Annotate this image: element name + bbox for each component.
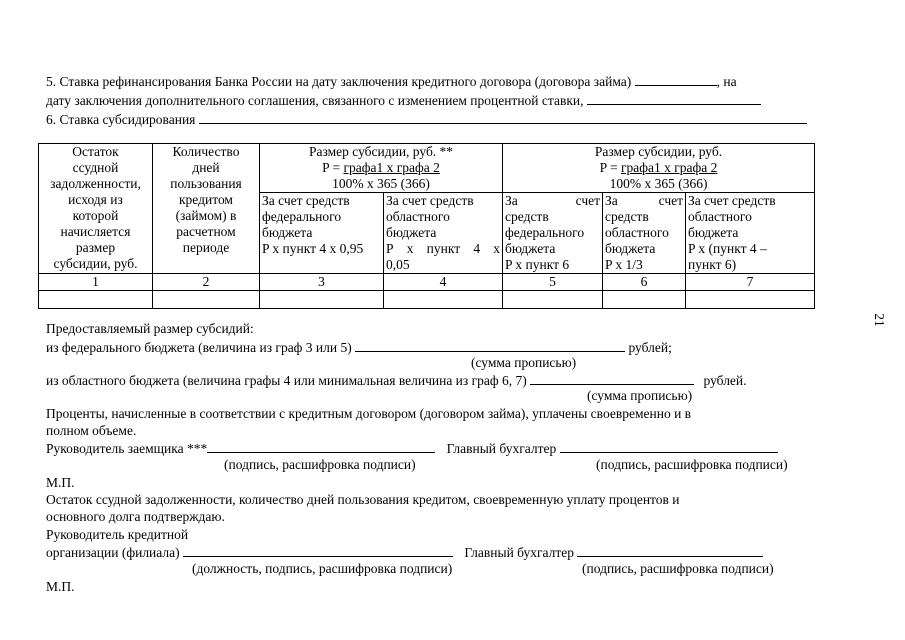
header-days-count: Количество дней пользования кредитом (займом) в расчетном периоде (153, 144, 260, 274)
stamp-place-2: М.П. (46, 579, 75, 594)
table-data-row (39, 291, 815, 309)
supplementary-agreement-line (46, 92, 761, 109)
interest-paid-line-1: Проценты, начисленные в соответствии с кредитным договором (договором займа), уплачены своевременно и в (46, 406, 692, 421)
header-col5: За счет средств федерального бюджета P x пункт 6 (503, 193, 603, 274)
header-col7: За счет средств областного бюджета P x (пункт 4 – пункт 6) (686, 193, 815, 274)
signature-caption-2: (подпись, расшифровка подписи) (596, 457, 788, 472)
col-number: 5 (503, 274, 603, 291)
credit-org-head-line-1: Руководитель кредитной (46, 527, 189, 542)
credit-org-signature-line (46, 544, 763, 561)
data-cell-1[interactable] (39, 291, 153, 309)
header-col3: За счет средств федерального бюджета P x пункт 4 x 0,95 (260, 193, 384, 274)
borrower-signature-line (46, 440, 778, 457)
col-number: 6 (603, 274, 686, 291)
col-number: 4 (384, 274, 503, 291)
signature-caption-3: (подпись, расшифровка подписи) (582, 561, 774, 576)
chief-accountant-signature-blank-1[interactable] (560, 440, 778, 453)
column-number-row (39, 274, 815, 291)
header-col4: За счет средств областного бюджета P x пункт 4 x 0,05 (384, 193, 503, 274)
col-number: 7 (686, 274, 815, 291)
supplementary-agreement-text: дату заключения дополнительного соглашения, связанного с изменением процентной ставки, (46, 93, 584, 108)
borrower-signature-blank[interactable] (207, 440, 435, 453)
data-cell-5[interactable] (503, 291, 603, 309)
col-number: 1 (39, 274, 153, 291)
header-subsidy-regional-group (503, 144, 815, 193)
stamp-place-1: М.П. (46, 475, 75, 490)
subsidy-rate-line (46, 111, 807, 128)
refinancing-rate-suffix: , на (716, 74, 737, 89)
page-number: 21 (871, 313, 887, 327)
group-fed-title: Размер субсидии, руб. ** (308, 144, 454, 159)
data-cell-2[interactable] (153, 291, 260, 309)
subsidy-table (38, 143, 815, 309)
interest-paid-line-2: полном объеме. (46, 423, 137, 438)
regional-rubles-label: рублей. (703, 373, 747, 388)
federal-budget-line (46, 339, 672, 356)
data-cell-4[interactable] (384, 291, 503, 309)
federal-rubles-label: рублей; (628, 340, 672, 355)
credit-org-head-label: организации (филиала) (46, 545, 180, 560)
regional-budget-text: из областного бюджета (величина графы 4 или минимальная величина из граф 6, 7) (46, 373, 527, 388)
borrower-head-label: Руководитель заемщика *** (46, 441, 208, 456)
chief-accountant-label-1: Главный бухгалтер (446, 441, 557, 456)
regional-amount-blank[interactable] (530, 372, 694, 385)
sum-in-words-caption-2: (сумма прописью) (587, 388, 693, 403)
data-cell-6[interactable] (603, 291, 686, 309)
table-header-row-1 (39, 144, 815, 193)
subsidy-rate-blank (199, 111, 807, 124)
data-cell-7[interactable] (686, 291, 815, 309)
group-reg-denominator: 100% x 365 (366) (609, 176, 708, 191)
chief-accountant-signature-blank-2[interactable] (577, 544, 763, 557)
col-number: 2 (153, 274, 260, 291)
group-fed-denominator: 100% x 365 (366) (332, 176, 430, 191)
group-reg-formula: P = графа1 x графа 2 (599, 160, 718, 175)
refinancing-rate-text: 5. Ставка рефинансирования Банка России на дату заключения кредитного договора (договора займа) (46, 74, 632, 89)
col-number: 3 (260, 274, 384, 291)
federal-budget-text: из федерального бюджета (величина из граф 3 или 5) (46, 340, 352, 355)
subsidy-rate-text: 6. Ставка субсидирования (46, 112, 196, 127)
group-fed-formula: P = графа1 x графа 2 (322, 160, 440, 175)
sum-in-words-caption-1: (сумма прописью) (471, 355, 577, 370)
data-cell-3[interactable] (260, 291, 384, 309)
credit-org-signature-blank[interactable] (183, 544, 453, 557)
refinancing-rate-line (46, 73, 737, 90)
regional-budget-line (46, 372, 747, 389)
refinancing-rate-blank (635, 73, 717, 86)
chief-accountant-label-2: Главный бухгалтер (464, 545, 575, 560)
supplementary-agreement-blank (587, 92, 761, 105)
signature-caption-1: (подпись, расшифровка подписи) (224, 457, 416, 472)
header-debt-balance: Остаток ссудной задолженности, исходя из которой начисляется размер субсидии, руб. (39, 144, 153, 274)
group-reg-title: Размер субсидии, руб. (594, 144, 723, 159)
header-col6: За счет средств областного бюджета P x 1/3 (603, 193, 686, 274)
federal-amount-blank[interactable] (355, 339, 625, 352)
confirmation-line-1: Остаток ссудной задолженности, количество дней пользования кредитом, своевременную уплату процентов и (46, 492, 680, 507)
header-subsidy-federal-group (260, 144, 503, 193)
position-signature-caption: (должность, подпись, расшифровка подписи) (192, 561, 453, 576)
provided-amount-heading: Предоставляемый размер субсидий: (46, 321, 254, 336)
confirmation-line-2: основного долга подтверждаю. (46, 509, 225, 524)
